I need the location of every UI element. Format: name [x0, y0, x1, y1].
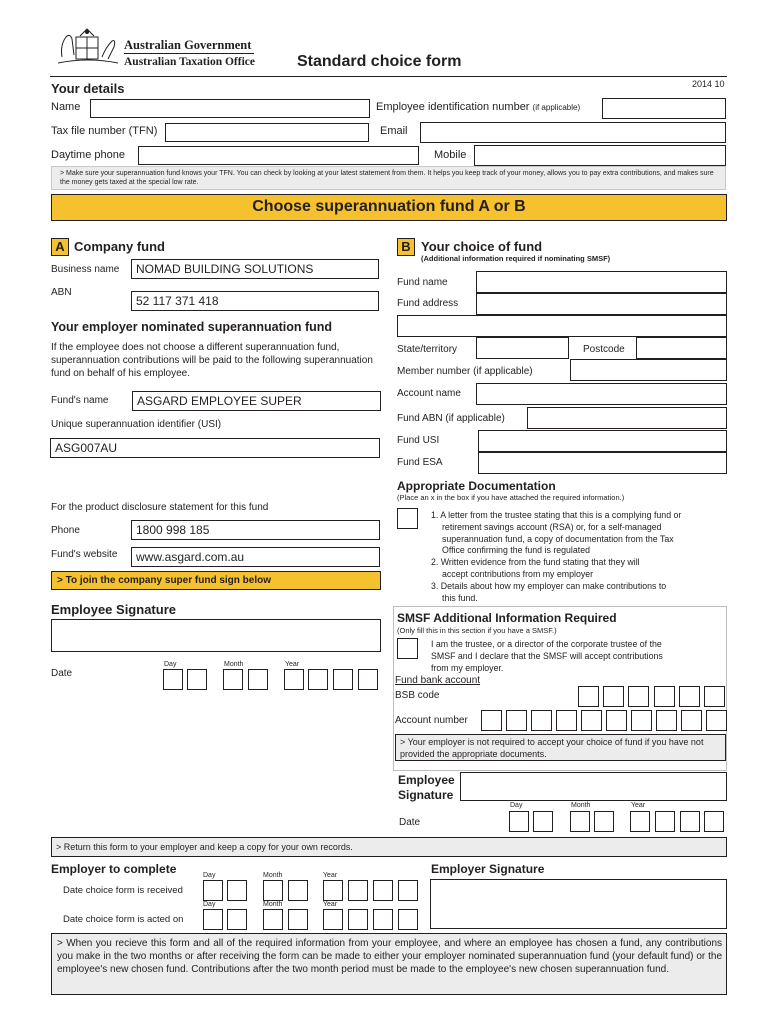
acct-4[interactable]: [556, 710, 577, 731]
bsb-4[interactable]: [654, 686, 675, 707]
date-a-month-2[interactable]: [248, 669, 268, 690]
date-b-month-1[interactable]: [570, 811, 590, 832]
employee-signature-heading: Employee Signature: [51, 602, 176, 617]
docs-item: superannuation fund, a copy of documentation from the Tax: [442, 533, 674, 544]
email-label: Email: [380, 125, 408, 137]
fund-name-field[interactable]: ASGARD EMPLOYEE SUPER: [132, 391, 381, 411]
employer-note-text: > Your employer is not required to accept your choice of fund if you have not provided the appropriate documents.: [400, 737, 704, 759]
acted-month-1[interactable]: [263, 909, 283, 930]
bsb-2[interactable]: [603, 686, 624, 707]
usi-label: Unique superannuation identifier (USI): [51, 419, 222, 430]
year-caption-e2: Year: [323, 901, 338, 908]
acted-year-3[interactable]: [373, 909, 393, 930]
gov-line-1: Australian Government: [124, 38, 252, 52]
gov-line-2: Australian Taxation Office: [124, 56, 255, 68]
date-b-month-2[interactable]: [594, 811, 614, 832]
docs-item: this fund.: [442, 592, 478, 603]
docs-item: accept contributions from my employer: [442, 568, 594, 579]
bsb-5[interactable]: [679, 686, 700, 707]
page-title: Standard choice form: [297, 53, 462, 70]
acct-1[interactable]: [481, 710, 502, 731]
date-b-day-2[interactable]: [533, 811, 553, 832]
b-fund-address-label: Fund address: [397, 298, 459, 309]
recv-month-1[interactable]: [263, 880, 283, 901]
fund-phone-label: Phone: [51, 525, 80, 536]
footer-note-text: > When you recieve this form and all of the required information from your employee, and where an employee has chosen a fund, any contributions you make in the two months or after receiving the form can be made to either your employer nominated superannuation fund (your default fund) or the employee's new chosen fund. Contributions after the two month period must be made to the employee's new chosen superannuation fund.: [57, 938, 722, 976]
fund-website-field[interactable]: www.asgard.com.au: [131, 547, 380, 567]
date-b-day-1[interactable]: [509, 811, 529, 832]
day-caption-e1: Day: [203, 872, 216, 879]
acct-6[interactable]: [606, 710, 627, 731]
business-name-label: Business name: [51, 264, 120, 275]
b-signature-heading: Signature: [398, 788, 454, 802]
acct-5[interactable]: [581, 710, 602, 731]
acct-3[interactable]: [531, 710, 552, 731]
date-a-day-2[interactable]: [187, 669, 207, 690]
fund-name-label: Fund's name: [51, 395, 109, 406]
join-note-text: > To join the company super fund sign below: [57, 575, 271, 586]
b-esa-field[interactable]: [478, 452, 727, 474]
header-rule: [50, 76, 727, 77]
bsb-label: BSB code: [395, 690, 440, 701]
fund-bank-heading: Fund bank account: [395, 675, 481, 686]
date-a-month-1[interactable]: [223, 669, 243, 690]
return-note-text: > Return this form to your employer and keep a copy for your own records.: [56, 842, 353, 852]
acted-day-1[interactable]: [203, 909, 223, 930]
tfn-note-text: > Make sure your superannuation fund knows your TFN. You can check by looking at your latest statement from them. It helps you keep track of your money, allows you to pay extra contributions, and makes sure the money gets taxed at the special low rate.: [60, 170, 714, 186]
date-b-year-4[interactable]: [704, 811, 724, 832]
section-a-letter: A: [51, 238, 69, 256]
bsb-6[interactable]: [704, 686, 725, 707]
abn-field[interactable]: 52 117 371 418: [131, 291, 379, 311]
eid-label-text: Employee identification number: [376, 101, 530, 113]
b-usi-label: Fund USI: [397, 435, 440, 446]
section-b-letter: B: [397, 238, 415, 256]
recv-month-2[interactable]: [288, 880, 308, 901]
acct-7[interactable]: [631, 710, 652, 731]
b-fund-name-label: Fund name: [397, 277, 448, 288]
employer-signature-box[interactable]: [430, 879, 727, 929]
docs-item: 1. A letter from the trustee stating that this is a complying fund or: [431, 510, 682, 520]
day-caption-b: Day: [510, 802, 523, 809]
acted-day-2[interactable]: [227, 909, 247, 930]
section-b-subheading: (Additional information required if nominating SMSF): [421, 254, 611, 263]
your-details-heading: Your details: [51, 81, 125, 96]
business-name-field[interactable]: NOMAD BUILDING SOLUTIONS: [131, 259, 379, 279]
date-a-year-1[interactable]: [284, 669, 304, 690]
smsf-heading: SMSF Additional Information Required: [397, 611, 617, 625]
banner-title: Choose superannuation fund A or B: [252, 198, 526, 215]
day-caption-a: Day: [164, 661, 177, 668]
b-fund-name-field[interactable]: [476, 271, 727, 293]
recv-year-3[interactable]: [373, 880, 393, 901]
b-abn-label: Fund ABN (if applicable): [397, 413, 505, 424]
mobile-field[interactable]: [474, 145, 726, 166]
month-caption-e2: Month: [263, 901, 283, 908]
form-code: 2014 10: [692, 79, 725, 89]
b-docs-heading: Appropriate Documentation: [397, 479, 556, 493]
b-account-name-field[interactable]: [476, 383, 727, 405]
bsb-3[interactable]: [628, 686, 649, 707]
abn-label: ABN: [51, 287, 72, 298]
b-postcode-label: Postcode: [583, 344, 625, 355]
smsf-note: (Only fill this in this section if you have a SMSF.): [397, 626, 557, 635]
employer-nominated-heading: Your employer nominated superannuation fund: [51, 320, 333, 334]
acct-2[interactable]: [506, 710, 527, 731]
pds-label: For the product disclosure statement for this fund: [51, 502, 269, 513]
recv-year-2[interactable]: [348, 880, 368, 901]
b-member-label: Member number (if applicable): [397, 366, 533, 377]
docs-item: 2. Written evidence from the fund stating that they will: [431, 557, 640, 568]
smsf-line: from my employer.: [431, 662, 504, 673]
section-a-heading: Company fund: [74, 239, 165, 254]
usi-field[interactable]: ASG007AU: [50, 438, 380, 458]
b-abn-field[interactable]: [527, 407, 727, 429]
name-field[interactable]: [90, 99, 370, 118]
recv-day-2[interactable]: [227, 880, 247, 901]
daytime-phone-field[interactable]: [138, 146, 419, 165]
day-caption-e2: Day: [203, 901, 216, 908]
year-caption-b: Year: [631, 802, 646, 809]
b-fund-address-field-1[interactable]: [476, 293, 727, 315]
email-field[interactable]: [420, 122, 726, 143]
date-a-year-3[interactable]: [333, 669, 353, 690]
docs-item: 3. Details about how my employer can make contributions to: [431, 580, 667, 591]
account-number-label: Account number: [395, 715, 468, 726]
b-account-name-label: Account name: [397, 388, 461, 399]
name-label: Name: [51, 101, 81, 113]
b-docs-checkbox[interactable]: [397, 508, 418, 529]
smsf-line: SMSF and I declare that the SMSF will accept contributions: [431, 650, 663, 661]
employee-signature-box-b[interactable]: [460, 772, 727, 801]
bsb-1[interactable]: [578, 686, 599, 707]
employer-complete-heading: Employer to complete: [51, 862, 177, 876]
header-divider: [124, 53, 254, 54]
acted-year-4[interactable]: [398, 909, 418, 930]
fund-phone-field[interactable]: 1800 998 185: [131, 520, 380, 540]
employer-signature-heading: Employer Signature: [431, 862, 545, 876]
fund-website-label: Fund's website: [51, 549, 118, 560]
month-caption-a: Month: [224, 661, 244, 668]
acted-month-2[interactable]: [288, 909, 308, 930]
eid-field[interactable]: [602, 98, 726, 119]
mobile-label: Mobile: [434, 149, 467, 161]
recv-year-4[interactable]: [398, 880, 418, 901]
date-a-year-4[interactable]: [358, 669, 378, 690]
year-caption-a: Year: [285, 661, 300, 668]
section-b-heading: Your choice of fund: [421, 239, 543, 254]
employer-nominated-text: If the employee does not choose a different superannuation fund, superannuation contributions will be paid to the following superannuation fund on behalf of his employee.: [51, 342, 373, 379]
date-a-day-1[interactable]: [163, 669, 183, 690]
smsf-declaration: [431, 639, 727, 674]
b-member-field[interactable]: [570, 359, 727, 381]
smsf-line: I am the trustee, or a director of the corporate trustee of the: [431, 639, 662, 649]
b-esa-label: Fund ESA: [397, 457, 443, 468]
acct-8[interactable]: [656, 710, 677, 731]
b-state-label: State/territory: [397, 344, 458, 355]
employee-signature-box-a[interactable]: [51, 619, 381, 652]
ato-crest-logo: [56, 27, 120, 67]
recv-day-1[interactable]: [203, 880, 223, 901]
received-label: Date choice form is received: [63, 885, 183, 896]
docs-item: Office confirming the fund is regulated: [442, 545, 591, 556]
date-b-year-3[interactable]: [680, 811, 700, 832]
eid-note: (if applicable): [532, 103, 581, 112]
acted-label: Date choice form is acted on: [63, 914, 184, 925]
recv-year-1[interactable]: [323, 880, 343, 901]
b-employee-heading: Employee: [398, 773, 455, 787]
b-docs-list: [431, 510, 727, 604]
smsf-checkbox[interactable]: [397, 638, 418, 659]
month-caption-b: Month: [571, 802, 591, 809]
b-state-field[interactable]: [476, 337, 569, 359]
date-b-year-1[interactable]: [630, 811, 650, 832]
date-label-b: Date: [399, 817, 421, 828]
acted-year-1[interactable]: [323, 909, 343, 930]
b-postcode-field[interactable]: [636, 337, 727, 359]
date-label-a: Date: [51, 668, 73, 679]
b-fund-address-field-2[interactable]: [397, 315, 727, 337]
date-a-year-2[interactable]: [308, 669, 328, 690]
tfn-field[interactable]: [165, 123, 369, 142]
b-usi-field[interactable]: [478, 430, 727, 452]
date-b-year-2[interactable]: [655, 811, 675, 832]
eid-label: [376, 101, 580, 113]
phone-label: Daytime phone: [51, 149, 125, 161]
year-caption-e1: Year: [323, 872, 338, 879]
docs-item: retirement savings account (RSA) or, for a self-managed: [442, 521, 662, 532]
b-docs-note: (Place an x in the box if you have attached the required information.): [397, 493, 625, 502]
acct-10[interactable]: [706, 710, 727, 731]
acted-year-2[interactable]: [348, 909, 368, 930]
month-caption-e1: Month: [263, 872, 283, 879]
acct-9[interactable]: [681, 710, 702, 731]
tfn-label: Tax file number (TFN): [51, 125, 158, 137]
